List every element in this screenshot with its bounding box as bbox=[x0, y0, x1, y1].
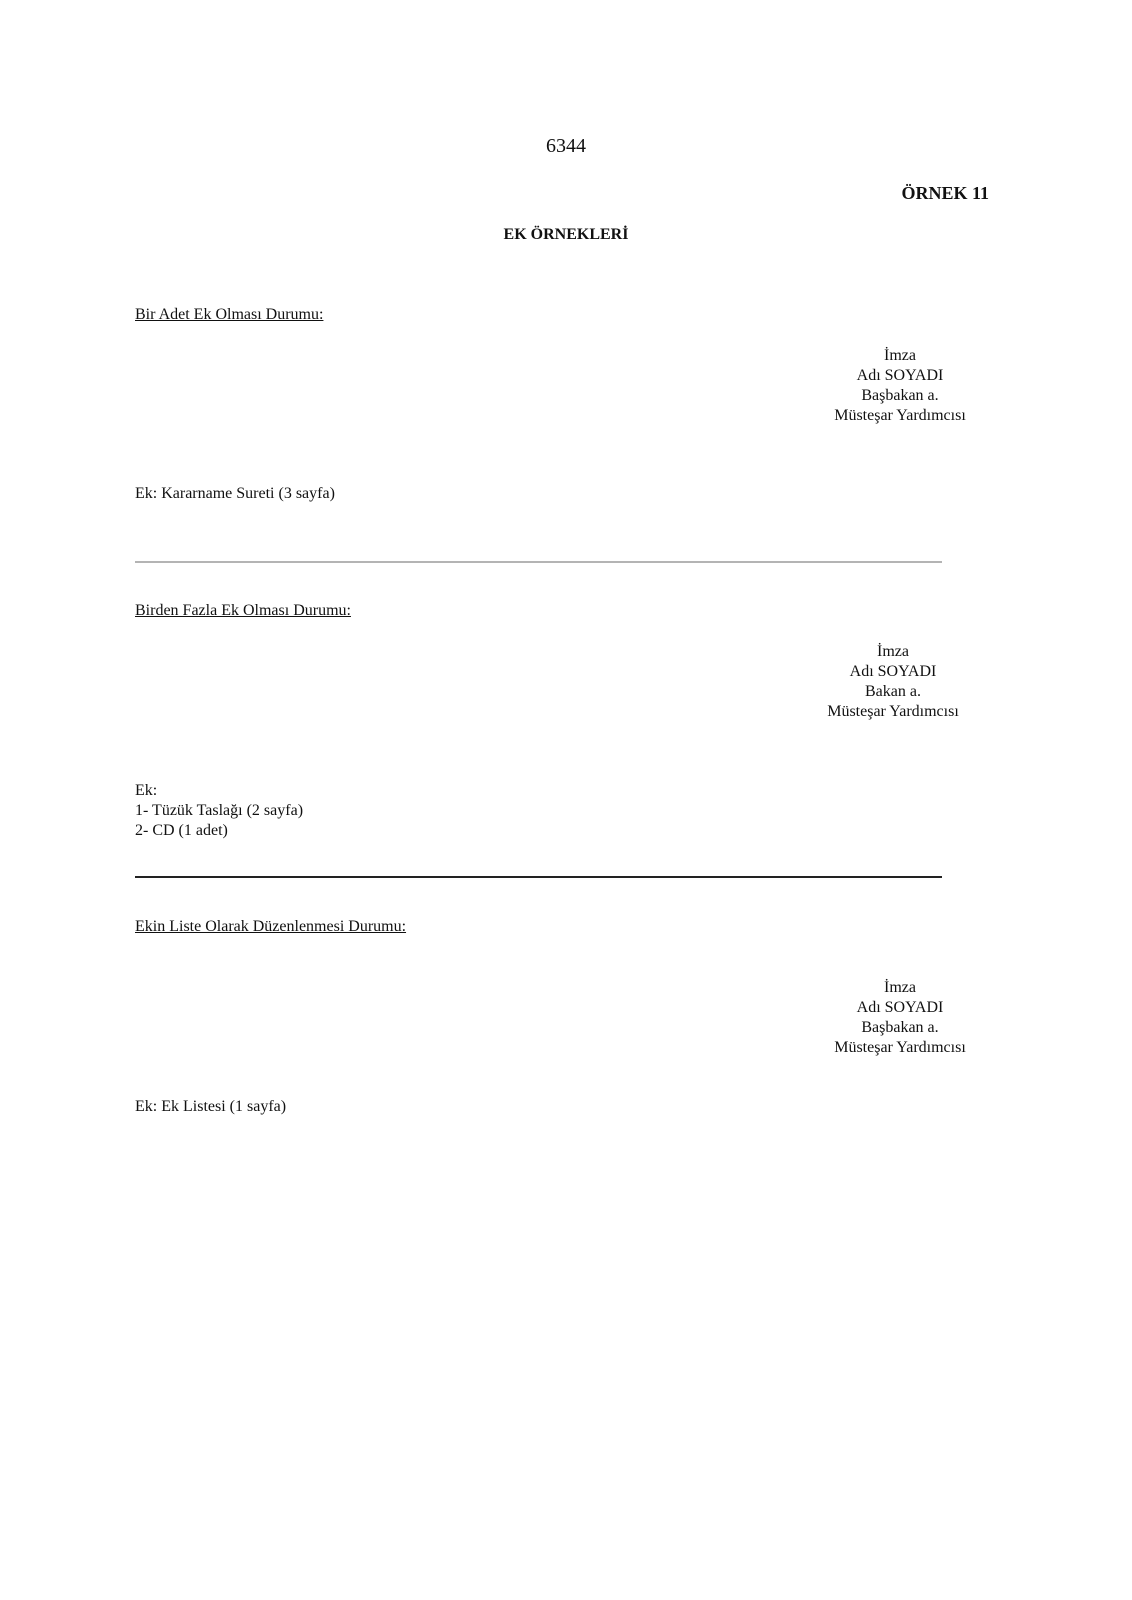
signer-role: Başbakan a. bbox=[861, 1019, 939, 1036]
attachment-item: 2- CD (1 adet) bbox=[135, 822, 228, 839]
signer-name: Adı SOYADI bbox=[856, 999, 944, 1016]
signer-name: Adı SOYADI bbox=[849, 663, 937, 680]
sample-label: ÖRNEK 11 bbox=[901, 183, 989, 203]
section-divider bbox=[135, 876, 942, 878]
attachment-line: Ek: Ek Listesi (1 sayfa) bbox=[135, 1098, 287, 1115]
signer-role: Bakan a. bbox=[865, 683, 921, 700]
signer-title: Müsteşar Yardımcısı bbox=[834, 1039, 966, 1056]
document-title: EK ÖRNEKLERİ bbox=[503, 226, 629, 243]
signer-title: Müsteşar Yardımcısı bbox=[834, 407, 966, 424]
attachment-block-2 bbox=[135, 781, 303, 841]
signer-role: Başbakan a. bbox=[861, 387, 939, 404]
signer-name: Adı SOYADI bbox=[856, 367, 944, 384]
attachment-block-1 bbox=[135, 484, 335, 504]
attachment-line: Ek: bbox=[135, 782, 158, 799]
attachment-item: 1- Tüzük Taslağı (2 sayfa) bbox=[135, 802, 304, 819]
signature-line: İmza bbox=[884, 347, 916, 364]
signature-line: İmza bbox=[884, 979, 916, 996]
section-divider bbox=[135, 561, 942, 563]
signer-title: Müsteşar Yardımcısı bbox=[827, 703, 959, 720]
signature-line: İmza bbox=[877, 643, 909, 660]
signature-block-2 bbox=[793, 642, 993, 722]
attachment-line: Ek: Kararname Sureti (3 sayfa) bbox=[135, 485, 335, 502]
section-heading-multiple-attachments: Birden Fazla Ek Olması Durumu: bbox=[135, 602, 351, 619]
page-number: 6344 bbox=[546, 135, 586, 157]
signature-block-1 bbox=[800, 346, 1000, 426]
section-heading-list-attachment: Ekin Liste Olarak Düzenlenmesi Durumu: bbox=[135, 918, 407, 935]
section-heading-single-attachment: Bir Adet Ek Olması Durumu: bbox=[135, 306, 324, 323]
signature-block-3 bbox=[800, 978, 1000, 1058]
attachment-block-3 bbox=[135, 1097, 286, 1117]
